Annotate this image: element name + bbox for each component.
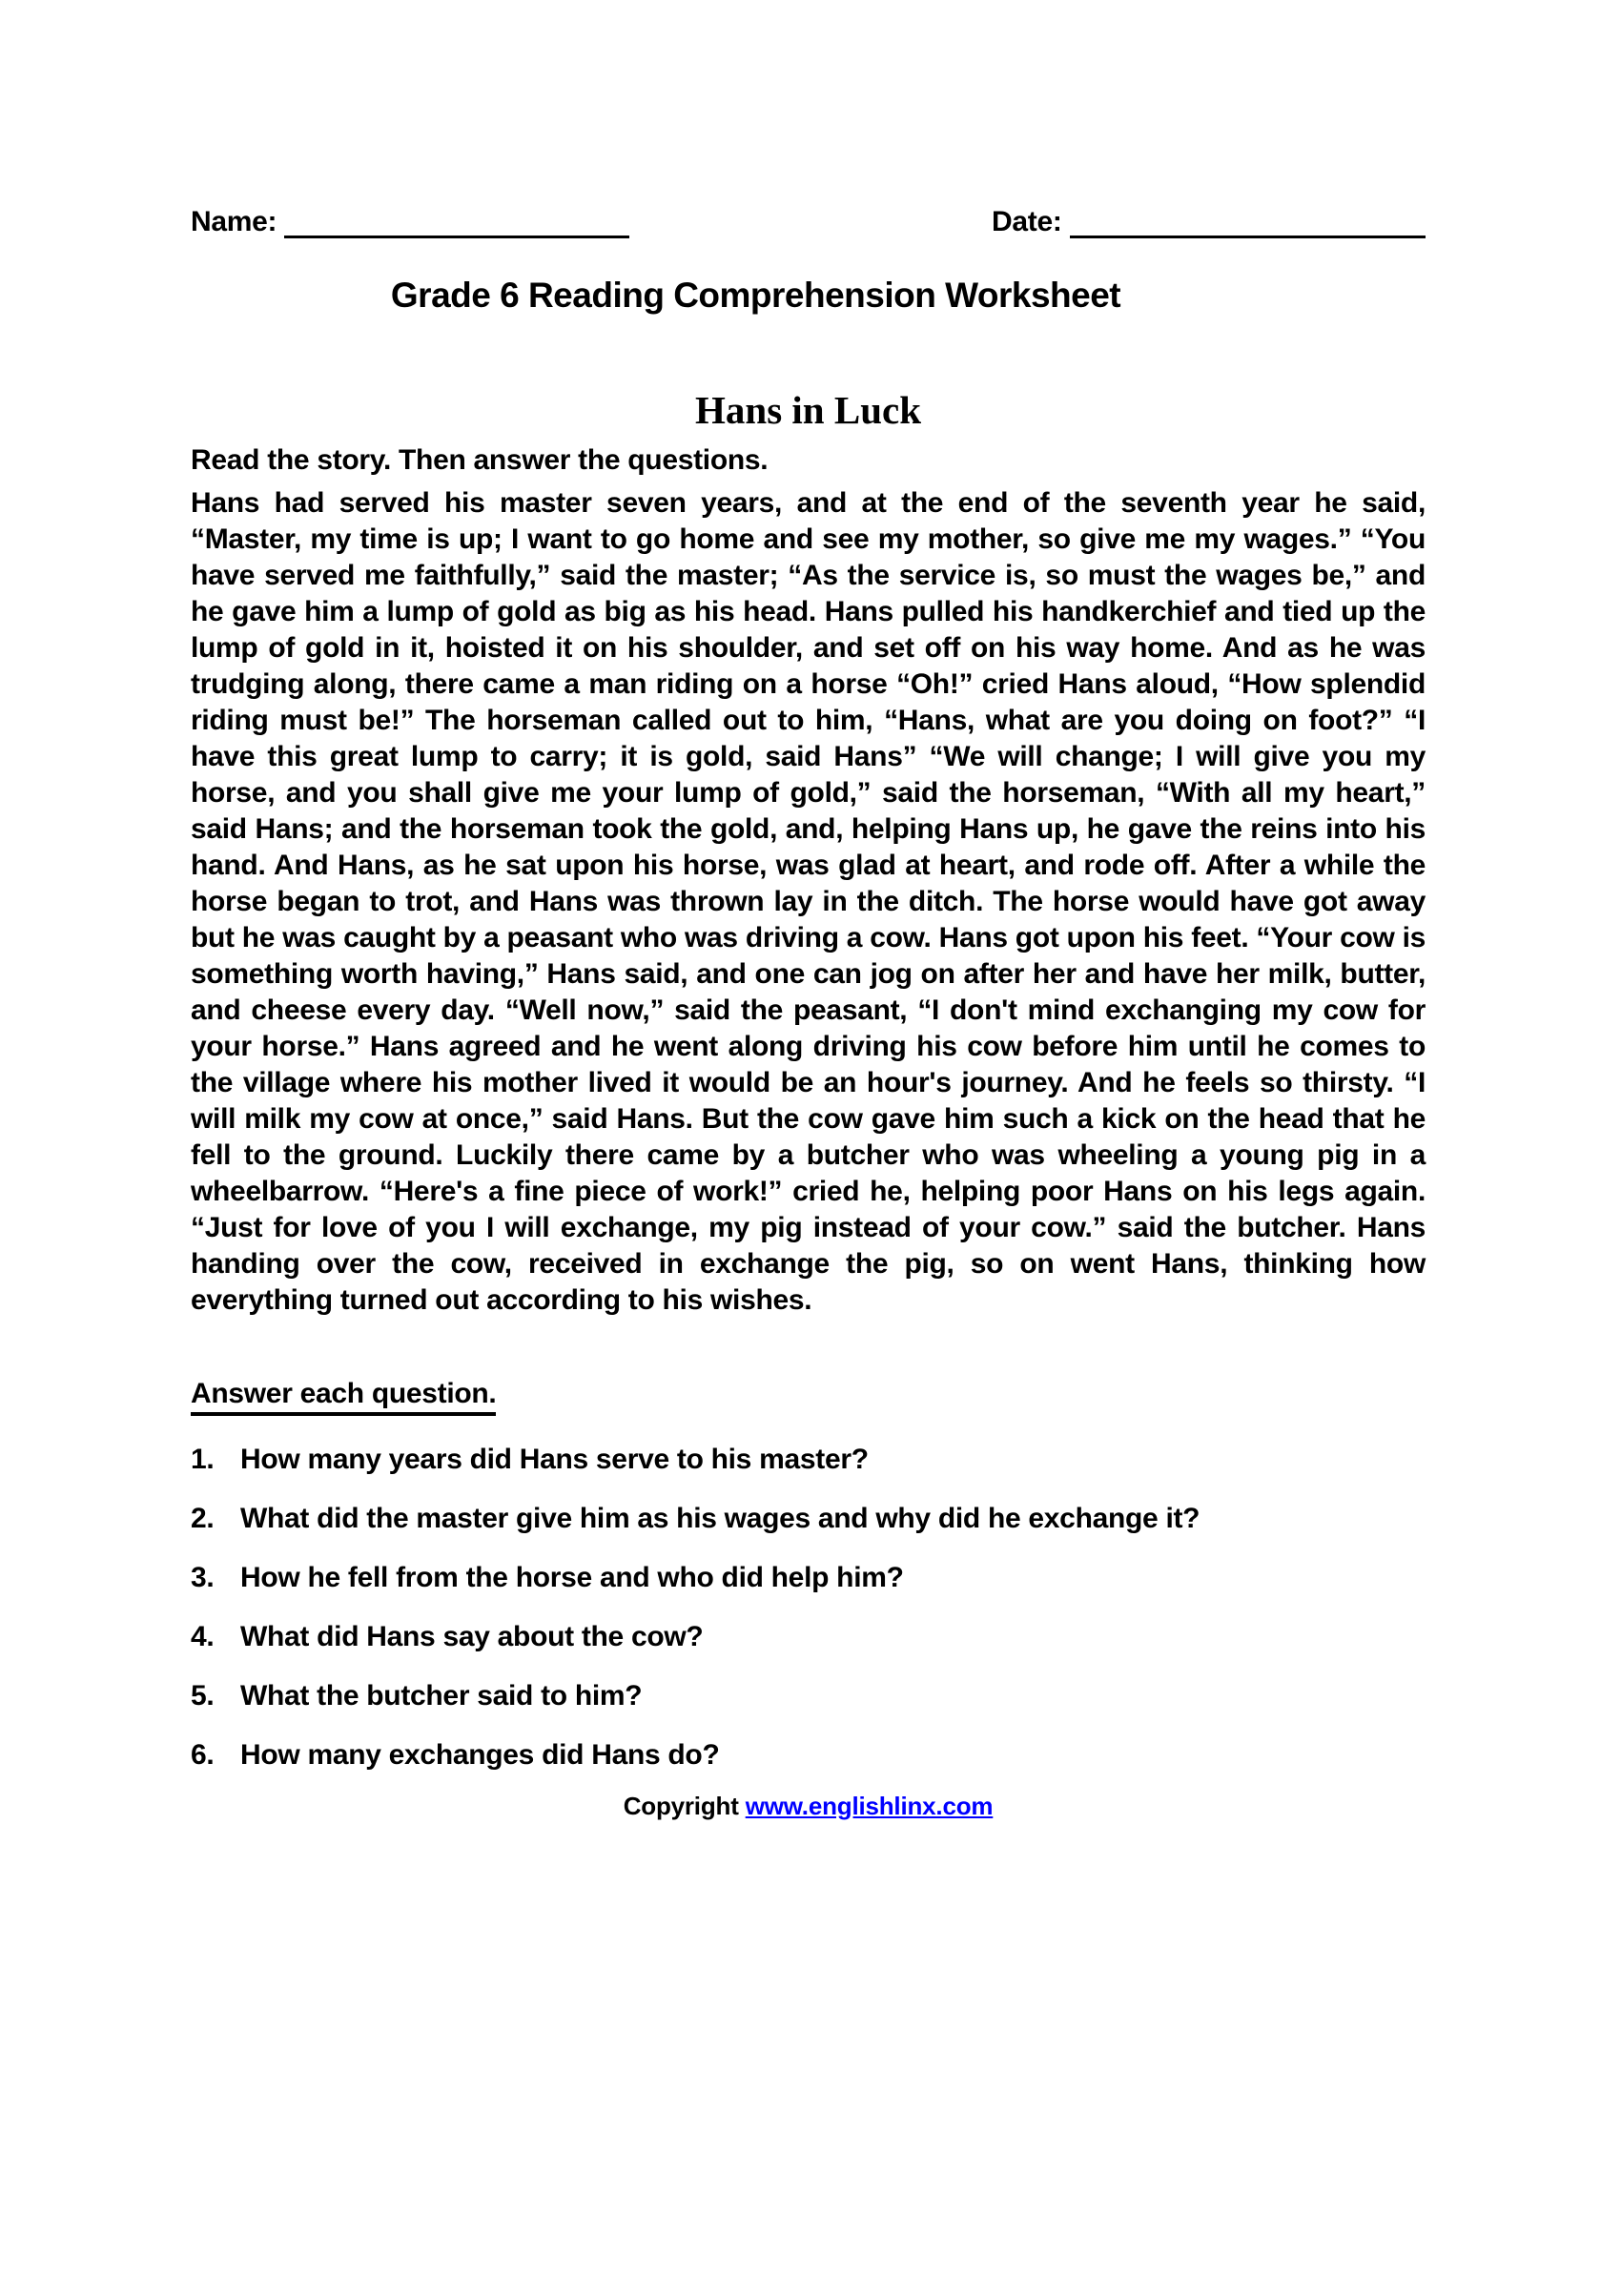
question-number: 3. (191, 1562, 215, 1593)
question-item (191, 1681, 1426, 1712)
question-item (191, 1740, 1426, 1771)
instructions-text: Read the story. Then answer the questions. (191, 444, 769, 476)
question-item (191, 1504, 1426, 1534)
question-text: What the butcher said to him? (240, 1680, 643, 1712)
question-item (191, 1563, 1426, 1593)
story-text: Hans had served his master seven years, and at the end of the seventh year he said, “Master, my time is up; I want to go home and see my mother, so give me my wages.” “You have served me faithfully,” said the master; “As the service is, so must the wages be,” and he gave him a lump of gold as big as his head. Hans pulled his handkerchief and tied up the lump of gold in it, hoisted it on his shoulder, and set off on his way home. And as he was trudging along, there came a man riding on a horse “Oh!” cried Hans aloud, “How splendid riding must be!” The horseman called out to him, “Hans, what are you doing on foot?” “I have this great lump to carry; it is gold, said Hans” “We will change; I will give you my horse, and you shall give me your lump of gold,” said the horseman, “With all my heart,” said Hans; and the horseman took the gold, and, helping Hans up, he gave the reins into his hand. And Hans, as he sat upon his horse, was glad at heart, and rode off. After a while the horse began to trot, and Hans was thrown lay in the ditch. The horse would have got away but he was caught by a peasant who was driving a cow. Hans got upon his feet. “Your cow is something worth having,” Hans said, and one can jog on after her and have her milk, butter, and cheese every day. “Well now,” said the peasant, “I don't mind exchanging my cow for your horse.” Hans agreed and he went along driving his cow before him until he comes to the village where his mother lived it would be an hour's journey. And he feels so thirsty. “I will milk my cow at once,” said Hans. But the cow gave him such a kick on the head that he fell to the ground. Luckily there came by a butcher who was wheeling a young pig in a wheelbarrow. “Here's a fine piece of work!” cried he, helping poor Hans on his legs again. “Just for love of you I will exchange, my pig instead of your cow.” said the butcher. Hans handing over the cow, received in exchange the pig, so on went Hans, thinking how everything turned out according to his wishes. (191, 487, 1426, 1316)
date-blank-line (1070, 207, 1426, 238)
questions-list (191, 1445, 1426, 1771)
question-number: 1. (191, 1444, 215, 1475)
englishlinx-link[interactable]: www.englishlinx.com (745, 1792, 994, 1820)
header-row (191, 198, 1426, 238)
question-text: How many years did Hans serve to his master? (240, 1444, 869, 1475)
name-field (191, 206, 629, 238)
question-number: 5. (191, 1680, 215, 1712)
question-text: How many exchanges did Hans do? (240, 1739, 720, 1771)
date-field (992, 206, 1426, 238)
question-item (191, 1445, 1426, 1475)
story-title: Hans in Luck (695, 388, 921, 432)
question-text: What did Hans say about the cow? (240, 1621, 704, 1652)
date-label: Date: (992, 206, 1062, 237)
question-number: 2. (191, 1503, 215, 1534)
copyright-label: Copyright (623, 1792, 739, 1820)
question-number: 4. (191, 1621, 215, 1652)
name-label: Name: (191, 206, 277, 237)
questions-heading: Answer each question. (191, 1378, 1426, 1410)
question-item (191, 1622, 1426, 1652)
question-text: What did the master give him as his wages and why did he exchange it? (240, 1503, 1200, 1534)
question-number: 6. (191, 1739, 215, 1771)
worksheet-title: Grade 6 Reading Comprehension Worksheet (390, 276, 1121, 315)
footer (191, 1792, 1426, 1820)
worksheet-page (191, 198, 1426, 1820)
question-text: How he fell from the horse and who did help him? (240, 1562, 904, 1593)
name-blank-line (284, 207, 629, 238)
